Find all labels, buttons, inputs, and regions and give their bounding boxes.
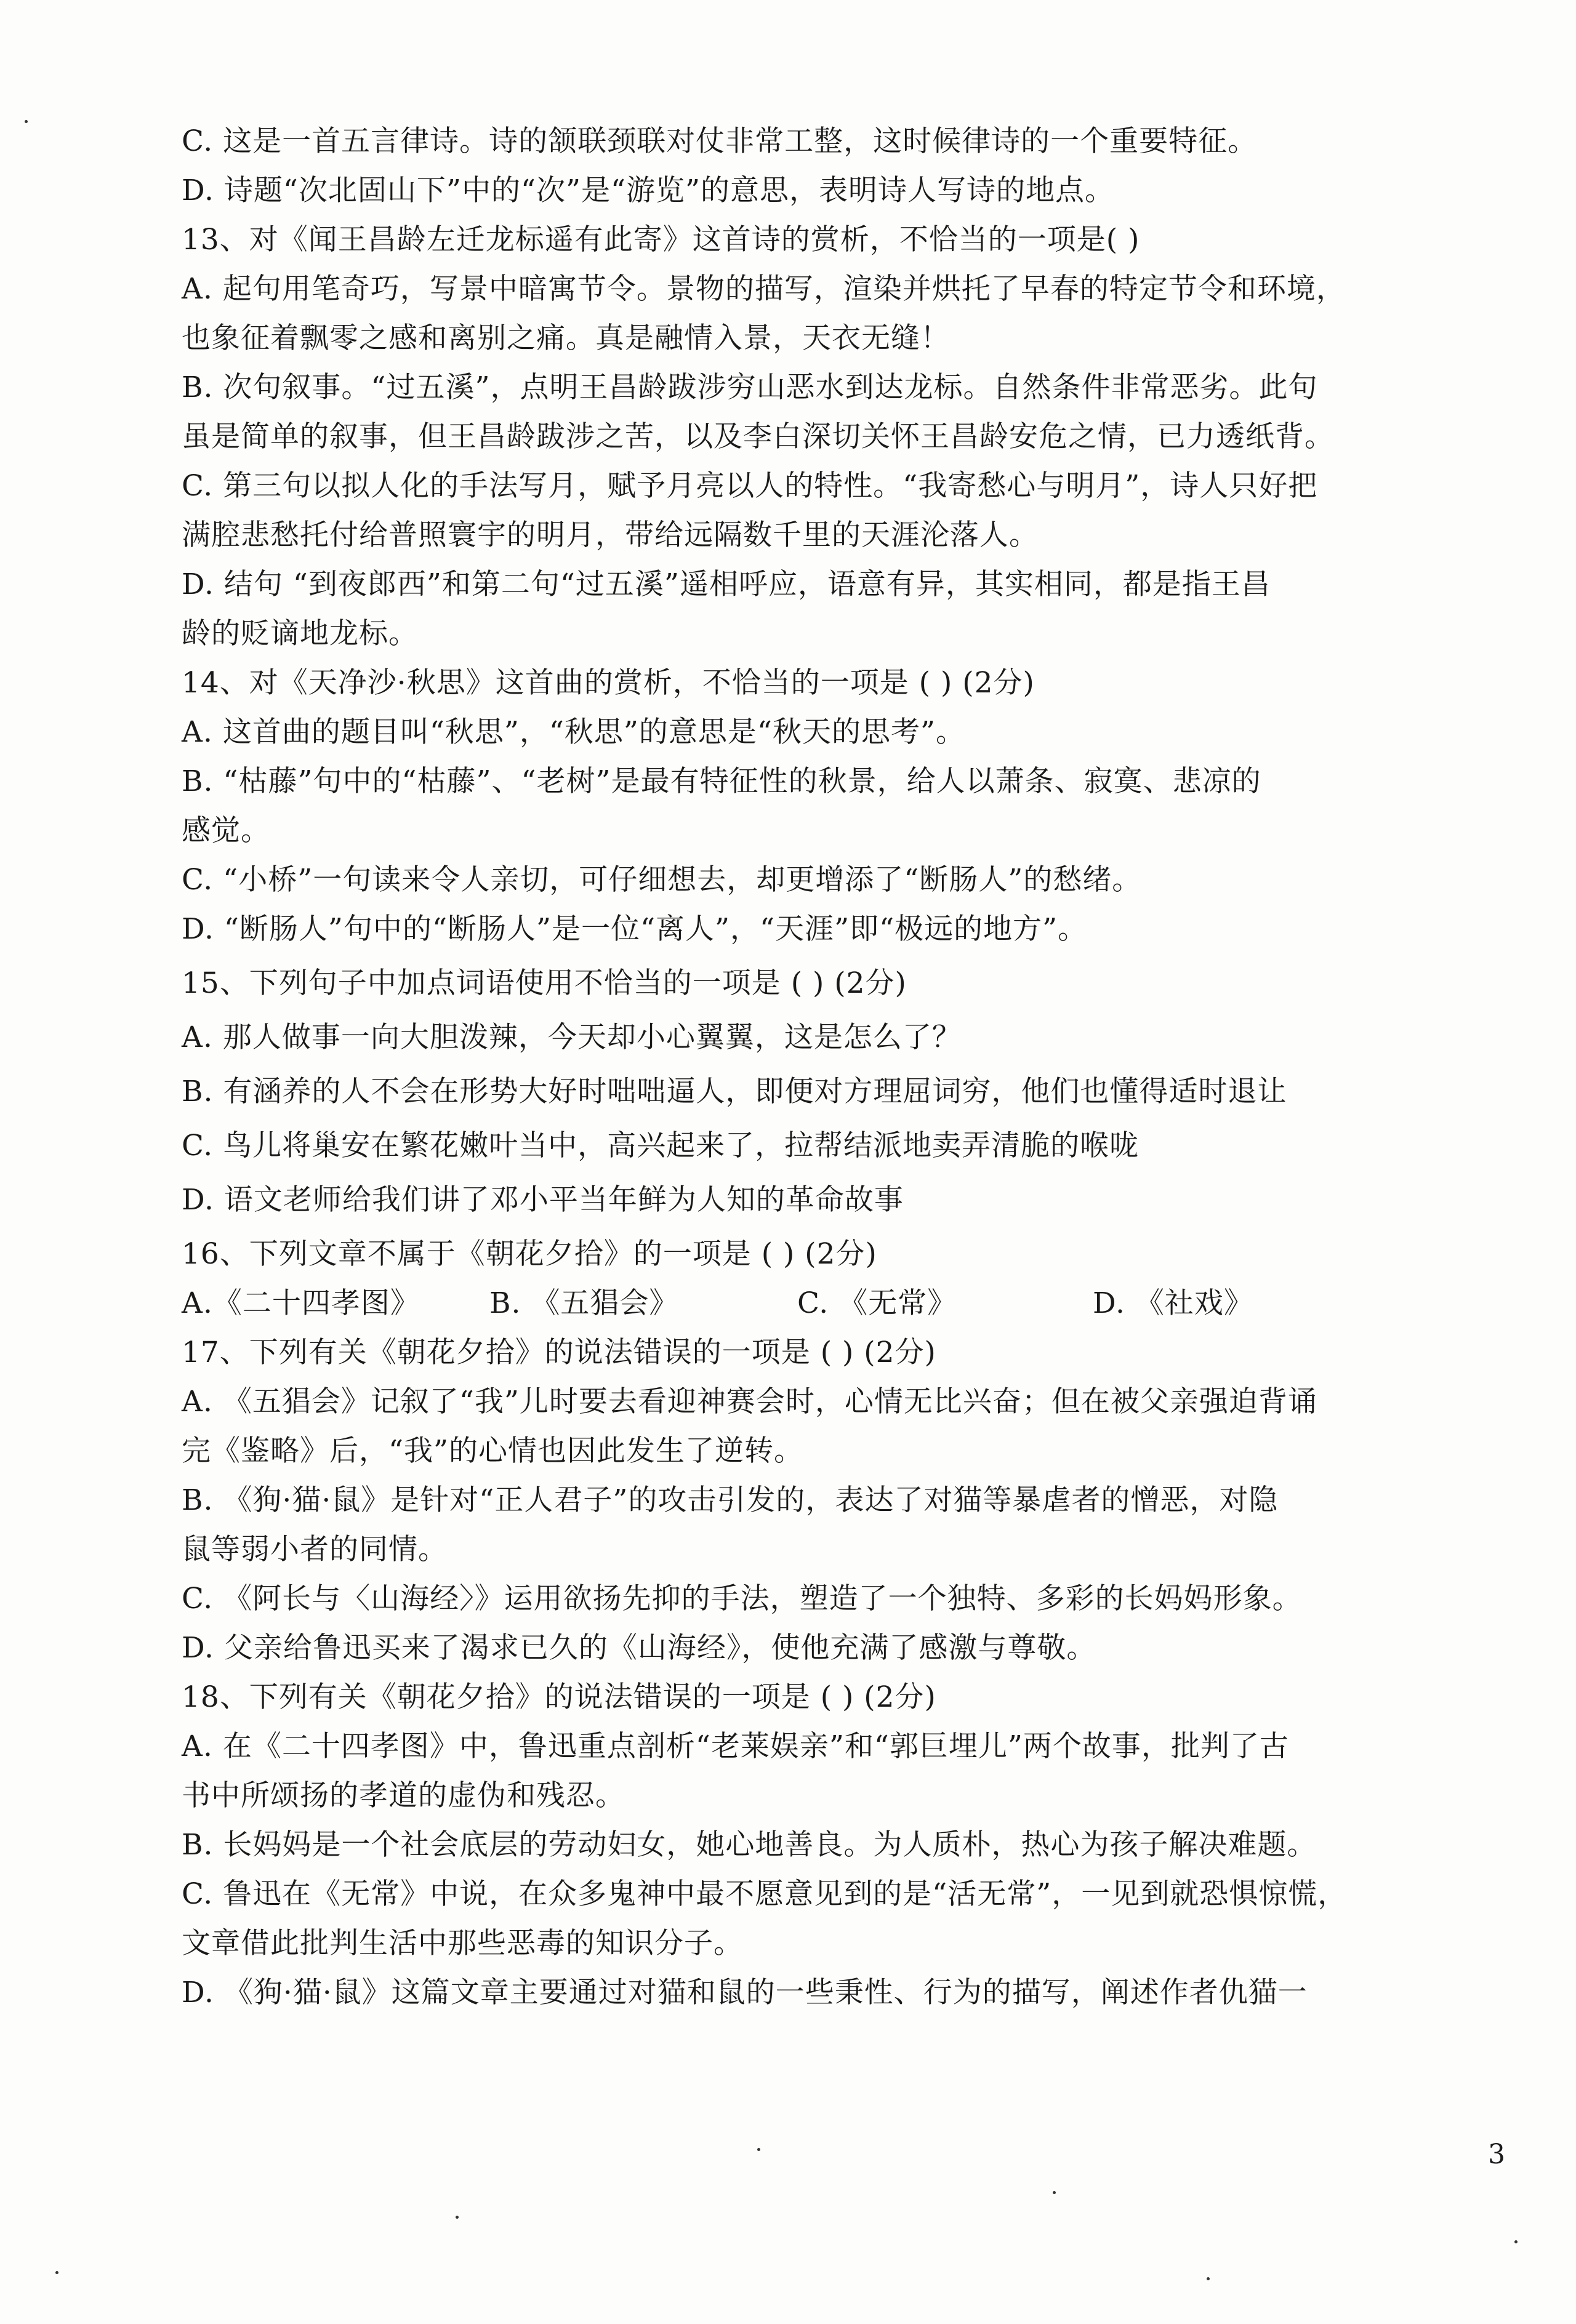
- q17-stem: 17、下列有关《朝花夕拾》的说法错误的一项是 ( ) (2分): [182, 1336, 936, 1369]
- q14-option-c: C. “小桥”一句读来令人亲切，可仔细想去，却更增添了“断肠人”的愁绪。: [182, 863, 1142, 897]
- q16-option-a: A.《二十四孝图》: [182, 1286, 420, 1320]
- q17-option-d: D. 父亲给鲁迅买来了渴求已久的《山海经》，使他充满了感激与尊敬。: [182, 1631, 1096, 1665]
- q17-option-b: B. 《狗·猫·鼠》是针对“正人君子”的攻击引发的，表达了对猫等暴虐者的憎恶，对隐: [182, 1483, 1279, 1517]
- q16-option-b: B. 《五猖会》: [489, 1286, 679, 1320]
- q12-option-c: C. 这是一首五言律诗。诗的颔联颈联对仗非常工整，这时候律诗的一个重要特征。: [182, 124, 1258, 158]
- scan-speck: [55, 2271, 58, 2274]
- q16-stem: 16、下列文章不属于《朝花夕拾》的一项是 ( ) (2分): [182, 1237, 877, 1271]
- scan-speck: [757, 2148, 760, 2151]
- q18-option-a-cont: 书中所颂扬的孝道的虚伪和残忍。: [182, 1779, 625, 1813]
- q17-option-a: A. 《五猖会》记叙了“我”儿时要去看迎神赛会时，心情无比兴奋；但在被父亲强迫背诵: [182, 1385, 1317, 1419]
- page-body: [182, 117, 1518, 2017]
- q15-stem: 15、下列句子中加点词语使用不恰当的一项是 ( ) (2分): [182, 966, 907, 1000]
- scan-speck: [456, 2216, 459, 2219]
- q14-option-a: A. 这首曲的题目叫“秋思”，“秋思”的意思是“秋天的思考”。: [182, 715, 965, 749]
- q14-stem: 14、对《天净沙·秋思》这首曲的赏析，不恰当的一项是 ( ) (2分): [182, 666, 1035, 700]
- page-number: 3: [1488, 2139, 1505, 2170]
- q18-stem: 18、下列有关《朝花夕拾》的说法错误的一项是 ( ) (2分): [182, 1680, 936, 1714]
- q14-option-d: D. “断肠人”句中的“断肠人”是一位“离人”，“天涯”即“极远的地方”。: [182, 912, 1088, 946]
- q13-stem: 13、对《闻王昌龄左迁龙标遥有此寄》这首诗的赏析，不恰当的一项是( ): [182, 223, 1140, 257]
- scan-speck: [1514, 2240, 1518, 2243]
- q12-option-d: D. 诗题“次北固山下”中的“次”是“游览”的意思，表明诗人写诗的地点。: [182, 174, 1115, 207]
- q18-option-c-cont: 文章借此批判生活中那些恶毒的知识分子。: [182, 1926, 743, 1960]
- q13-option-c: C. 第三句以拟人化的手法写月，赋予月亮以人的特性。“我寄愁心与明月”，诗人只好把: [182, 469, 1318, 503]
- q16-option-c: C. 《无常》: [797, 1286, 957, 1320]
- q13-option-b: B. 次句叙事。“过五溪”，点明王昌龄跋涉穷山恶水到达龙标。自然条件非常恶劣。此句: [182, 371, 1318, 404]
- q15-option-d: D. 语文老师给我们讲了邓小平当年鲜为人知的革命故事: [182, 1183, 904, 1217]
- q15-option-a: A. 那人做事一向大胆泼辣，今天却小心翼翼，这是怎么了？: [182, 1020, 962, 1054]
- q14-option-b-cont: 感觉。: [182, 814, 270, 847]
- q17-option-b-cont: 鼠等弱小者的同情。: [182, 1533, 448, 1566]
- q13-option-c-cont: 满腔悲愁托付给普照寰宇的明月，带给远隔数千里的天涯沦落人。: [182, 518, 1039, 552]
- q13-option-a-cont: 也象征着飘零之感和离别之痛。真是融情入景，天衣无缝！: [182, 321, 950, 355]
- q18-option-a: A. 在《二十四孝图》中，鲁迅重点剖析“老莱娱亲”和“郭巨埋儿”两个故事，批判了古: [182, 1729, 1289, 1763]
- q16-options: [182, 1279, 1518, 1328]
- q14-option-b: B. “枯藤”句中的“枯藤”、“老树”是最有特征性的秋景，给人以萧条、寂寞、悲凉的: [182, 764, 1261, 798]
- q16-option-d: D. 《社戏》: [1093, 1286, 1253, 1320]
- q18-option-b: B. 长妈妈是一个社会底层的劳动妇女，她心地善良。为人质朴，热心为孩子解决难题。: [182, 1828, 1317, 1862]
- scan-speck: [1053, 2191, 1056, 2194]
- q15-option-c: C. 鸟儿将巢安在繁花嫩叶当中，高兴起来了，拉帮结派地卖弄清脆的喉咙: [182, 1129, 1140, 1163]
- q17-option-c: C. 《阿长与〈山海经〉》运用欲扬先抑的手法，塑造了一个独特、多彩的长妈妈形象。: [182, 1582, 1302, 1616]
- q15-option-b: B. 有涵养的人不会在形势大好时咄咄逼人，即便对方理屈词穷，他们也懂得适时退让: [182, 1075, 1287, 1108]
- q13-option-d-cont: 龄的贬谪地龙标。: [182, 617, 418, 651]
- q18-option-d: D. 《狗·猫·鼠》这篇文章主要通过对猫和鼠的一些秉性、行为的描写，阐述作者仇猫一: [182, 1976, 1308, 2009]
- q13-option-d: D. 结句 “到夜郎西”和第二句“过五溪”遥相呼应，语意有异，其实相同，都是指王昌: [182, 567, 1271, 601]
- scan-speck: [25, 120, 28, 123]
- q18-option-c: C. 鲁迅在《无常》中说，在众多鬼神中最不愿意见到的是“活无常”，一见到就恐惧惊慌，: [182, 1877, 1348, 1911]
- q17-option-a-cont: 完《鉴略》后，“我”的心情也因此发生了逆转。: [182, 1434, 804, 1468]
- q13-option-a: A. 起句用笔奇巧，写景中暗寓节令。景物的描写，渲染并烘托了早春的特定节令和环境，: [182, 272, 1346, 306]
- q13-option-b-cont: 虽是简单的叙事，但王昌龄跋涉之苦，以及李白深切关怀王昌龄安危之情，已力透纸背。: [182, 420, 1334, 454]
- scan-speck: [1207, 2277, 1210, 2280]
